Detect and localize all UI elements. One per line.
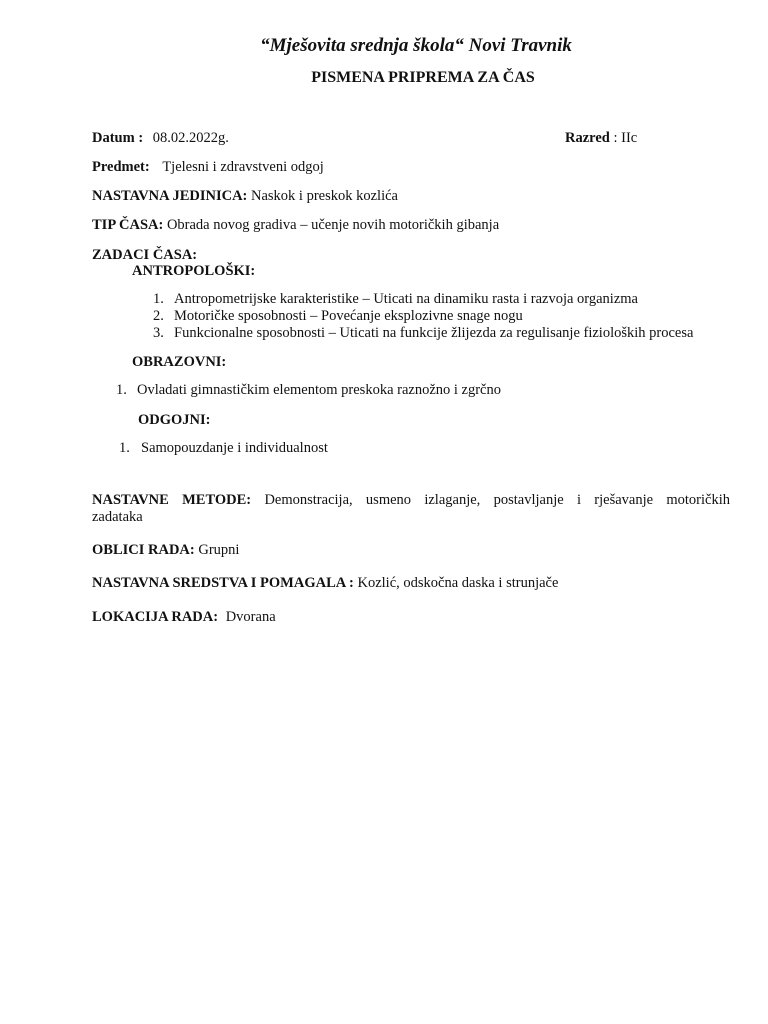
list-item-text: Antropometrijske karakteristike – Uticati na dinamiku rasta i razvoja organizma — [174, 291, 638, 307]
list-item-text: Ovladati gimnastičkim elementom preskoka raznožno i zgrčno — [137, 382, 501, 398]
list-item — [116, 382, 127, 399]
list-item-text: Samopouzdanje i individualnost — [141, 440, 328, 456]
metode-row — [92, 492, 730, 509]
jedinica-label: NASTAVNA JEDINICA: — [92, 188, 248, 204]
school-name: “Mješovita srednja škola“ Novi Travnik — [260, 35, 572, 56]
list-item-text: Funkcionalne sposobnosti – Uticati na funkcije žlijezda za regulisanje fizioloških procesa — [174, 325, 694, 341]
lokacija-label: LOKACIJA RADA: — [92, 609, 219, 625]
razred-row — [565, 130, 637, 147]
list-item-text: Motoričke sposobnosti – Povećanje eksplozivne snage nogu — [174, 308, 523, 324]
tip-value: Obrada novog gradiva – učenje novih motoričkih gibanja — [166, 217, 500, 233]
jedinica-value: Naskok i preskok kozlića — [251, 188, 398, 204]
tip-label: TIP ČASA: — [92, 217, 164, 233]
predmet-row — [92, 159, 324, 176]
oblici-value: Grupni — [198, 542, 240, 558]
antropoloski-label: ANTROPOLOŠKI: — [132, 263, 256, 279]
list-item-number: 3. — [153, 325, 164, 341]
lokacija-row — [92, 609, 276, 626]
datum-label: Datum : — [92, 130, 144, 146]
list-item — [119, 440, 130, 457]
tip-row — [92, 217, 499, 234]
list-item-number: 1. — [119, 440, 130, 456]
datum-row — [92, 130, 229, 147]
razred-label: Razred — [565, 130, 610, 146]
obrazovni-label: OBRAZOVNI: — [132, 354, 227, 370]
jedinica-row — [92, 188, 398, 205]
sredstva-row — [92, 575, 558, 592]
list-item-number: 1. — [153, 291, 164, 307]
list-item-number: 2. — [153, 308, 164, 324]
metode-value-continued: zadataka — [92, 509, 143, 525]
odgojni-label: ODGOJNI: — [138, 412, 211, 428]
datum-value: 08.02.2022g. — [152, 130, 229, 146]
metode-label: NASTAVNE METODE: — [92, 492, 252, 508]
zadaci-label: ZADACI ČASA: — [92, 247, 198, 263]
metode-value: Demonstracija, usmeno izlaganje, postavljanje i rješavanje motoričkih — [264, 492, 730, 508]
oblici-label: OBLICI RADA: — [92, 542, 195, 558]
lokacija-value: Dvorana — [225, 609, 276, 625]
list-item — [153, 325, 164, 342]
predmet-label: Predmet: — [92, 159, 150, 175]
document-title: PISMENA PRIPREMA ZA ČAS — [311, 69, 535, 86]
oblici-row — [92, 542, 239, 559]
predmet-value: Tjelesni i zdravstveni odgoj — [162, 159, 324, 175]
list-item — [153, 291, 164, 308]
sredstva-value: Kozlić, odskočna daska i strunjače — [357, 575, 559, 591]
list-item-number: 1. — [116, 382, 127, 398]
list-item — [153, 308, 164, 325]
sredstva-label: NASTAVNA SREDSTVA I POMAGALA : — [92, 575, 354, 591]
razred-value: : IIc — [613, 130, 638, 146]
